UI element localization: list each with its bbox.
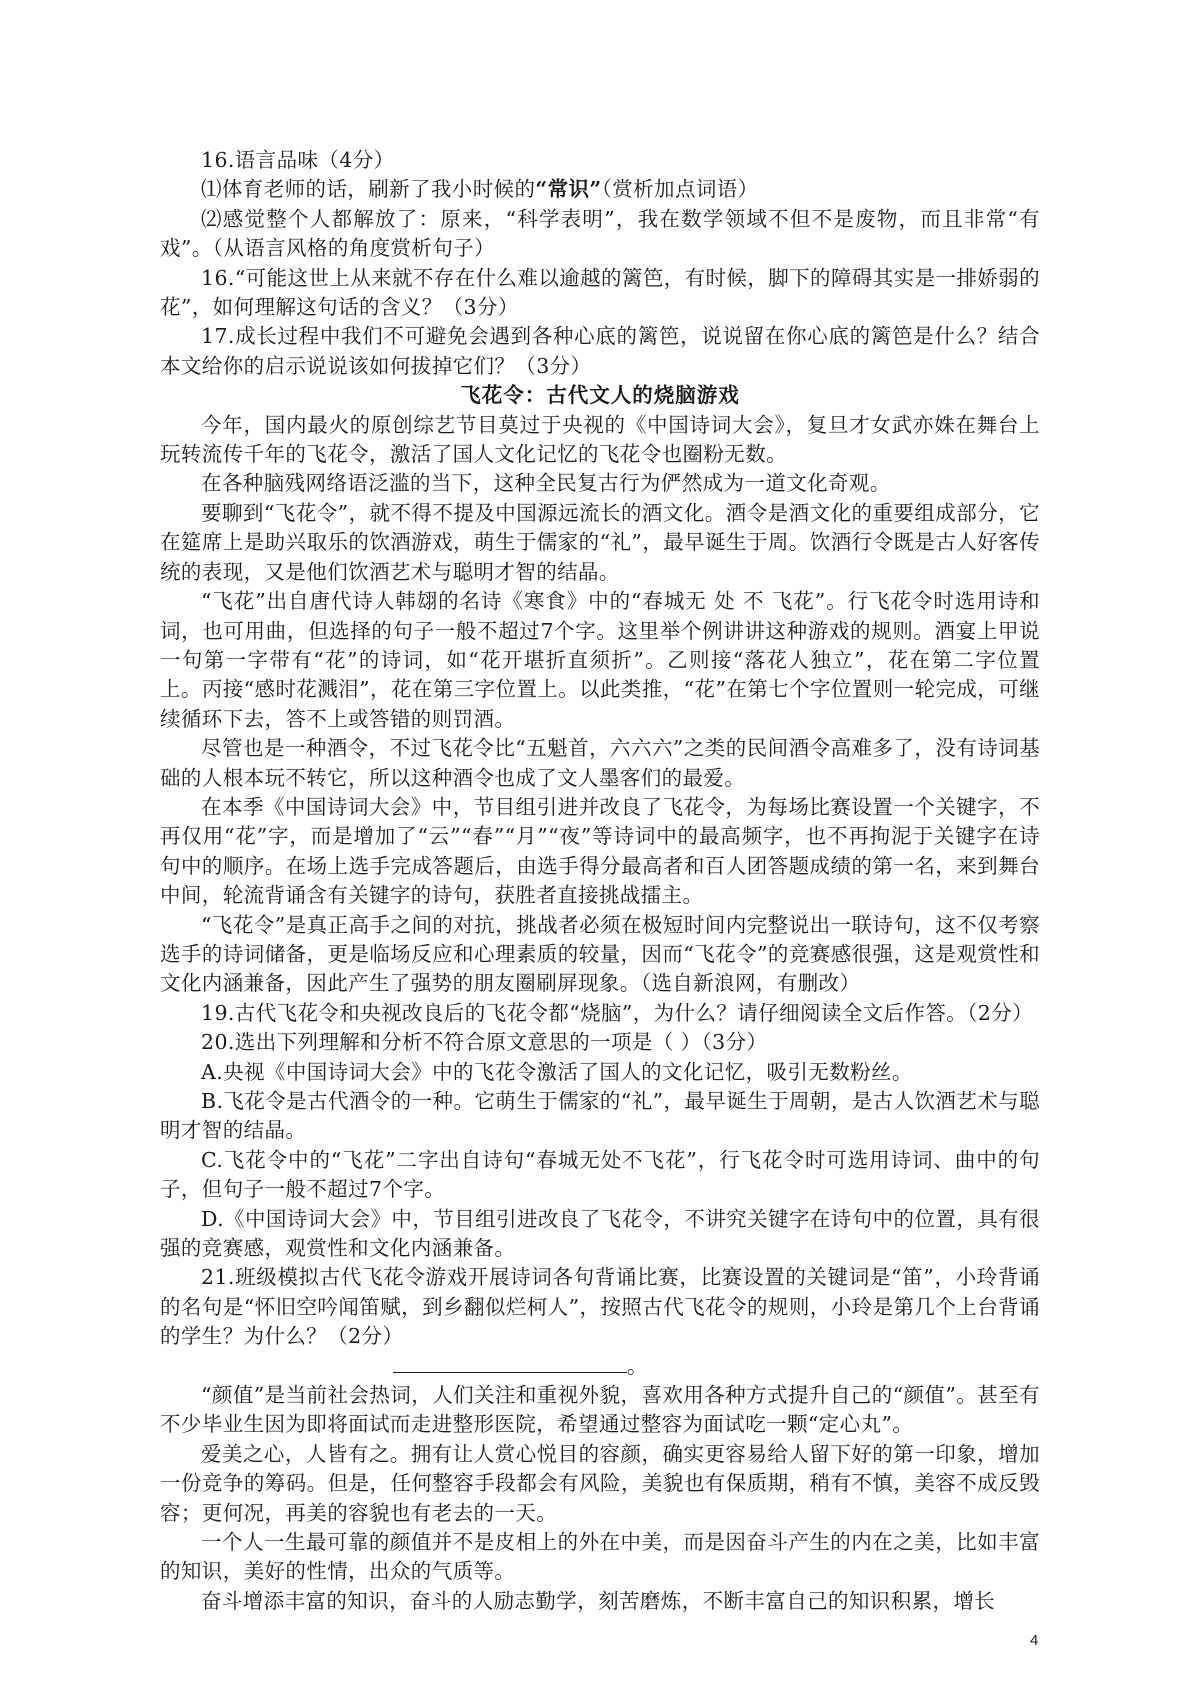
article-paragraph: 在各种脑残网络语泛滥的当下，这种全民复古行为俨然成为一道文化奇观。 — [201, 471, 891, 496]
question-20-option-a: A.央视《中国诗词大会》中的飞花令激活了国人的文化记忆，吸引无数粉丝。 — [201, 1059, 913, 1084]
question-16-part-1-pre: ⑴体育老师的话，刷新了我小时候的 — [201, 177, 536, 202]
question-20-option-c: C.飞花令中的“飞花”二字出自诗句“春城无处不飞花”，行飞花令时可选用诗词、曲中的句子，但句子一般不超过7个字。 — [160, 1147, 1040, 1202]
answer-blank-suffix: 。 — [627, 1353, 648, 1378]
question-16-part-1 — [160, 175, 1040, 204]
article-paragraph: 要聊到“飞花令”，就不得不提及中国源远流长的酒文化。酒令是酒文化的重要组成部分，它在筵席上是助兴取乐的饮酒游戏，萌生于儒家的“礼”，最早诞生于周。饮酒行令既是古人好客传统的表现，又是他们饮酒艺术与聪明才智的结晶。 — [160, 500, 1040, 584]
article-paragraph: 尽管也是一种酒令，不过飞花令比“五魁首，六六六”之类的民间酒令高难多了，没有诗词基础的人根本玩不转它，所以这种酒令也成了文人墨客们的最爱。 — [160, 736, 1040, 790]
essay-paragraph: 爱美之心，人皆有之。拥有让人赏心悦目的容颜，确实更容易给人留下好的第一印象，增加一份竞争的筹码。但是，任何整容手段都会有风险，美貌也有保质期，稍有不慎，美容不成反毁容；更何况，再美的容貌也有老去的一天。 — [160, 1441, 1040, 1525]
question-20-stem: 20.选出下列理解和分析不符合原文意思的一项是（ ）（3分） — [201, 1030, 768, 1055]
question-16-stem: 16.语言品味（4分） — [201, 148, 395, 172]
question-20-option-b: B.飞花令是古代酒令的一种。它萌生于儒家的“礼”，最早诞生于周朝，是古人饮酒艺术与聪明才智的结晶。 — [160, 1089, 1040, 1143]
question-16-part-2: ⑵感觉整个人都解放了：原来，“科学表明”，我在数学领域不但不是废物，而且非常“有戏”。（从语言风格的角度赏析句子） — [160, 206, 1040, 261]
answer-blank-line — [160, 1352, 1040, 1381]
article-paragraph: “飞花”出自唐代诗人韩翃的名诗《寒食》中的“春城无 处 不 飞花”。行飞花令时选用诗和词，也可用曲，但选择的句子一般不超过7个字。这里举个例讲讲这种游戏的规则。酒宴上甲说一句第一字带有“花”的诗词，如“花开堪折直须折”。乙则接“落花人独立”，花在第二字位置上。丙接“感时花溅泪”，花在第三字位置上。以此类推，“花”在第七个字位置则一轮完成，可继续循环下去，答不上或答错的则罚酒。 — [160, 589, 1040, 731]
essay-paragraph: 一个人一生最可靠的颜值并不是皮相上的外在中美，而是因奋斗产生的内在之美，比如丰富的知识，美好的性情，出众的气质等。 — [160, 1530, 1040, 1584]
question-16b: 16.“可能这世上从来就不存在什么难以逾越的篱笆，有时候，脚下的障碍其实是一排娇弱的花”，如何理解这句话的含义？（3分） — [160, 265, 1040, 320]
page-content — [160, 146, 1040, 1616]
question-19: 19.古代飞花令和央视改良后的飞花令都“烧脑”，为什么？请仔细阅读全文后作答。（2分） — [201, 1000, 1034, 1025]
article-title: 飞花令：古代文人的烧脑游戏 — [460, 383, 740, 408]
page-number: 4 — [1030, 1632, 1039, 1649]
article-paragraph: 在本季《中国诗词大会》中，节目组引进并改良了飞花令，为每场比赛设置一个关键字，不再仅用“花”字，而是增加了“云”“春”“月”“夜”等诗词中的最高频字，也不再拘泥于关键字在诗句中的顺序。在场上选手完成答题后，由选手得分最高者和百人团答题成绩的第一名，来到舞台中间，轮流背诵含有关键字的诗句，获胜者直接挑战擂主。 — [160, 794, 1040, 908]
article-paragraph: “飞花令”是真正高手之间的对抗，挑战者必须在极短时间内完整说出一联诗句，这不仅考察选手的诗词储备，更是临场反应和心理素质的较量，因而“飞花令”的竞赛感很强，这是观赏性和文化内涵兼备，因此产生了强势的朋友圈刷屏现象。（选自新浪网，有删改） — [160, 912, 1040, 996]
essay-paragraph: 奋斗增添丰富的知识，奋斗的人励志勤学，刻苦磨炼，不断丰富自己的知识积累，增长 — [201, 1588, 996, 1613]
question-21: 21.班级模拟古代飞花令游戏开展诗词各句背诵比赛，比赛设置的关键词是“笛”，小玲背诵的名句是“怀旧空吟闻笛赋，到乡翻似烂柯人”，按照古代飞花令的规则，小玲是第几个上台背诵的学生？为什么？（2分） — [160, 1265, 1040, 1349]
question-17: 17.成长过程中我们不可避免会遇到各种心底的篱笆，说说留在你心底的篱笆是什么？结合本文给你的启示说说该如何拔掉它们？（3分） — [160, 324, 1040, 378]
question-16-part-1-post: （赏析加点词语） — [601, 177, 759, 202]
question-20-option-d: D.《中国诗词大会》中，节目组引进改良了飞花令，不讲究关键字在诗句中的位置，具有很强的竞赛感，观赏性和文化内涵兼备。 — [160, 1206, 1040, 1261]
essay-paragraph: “颜值”是当前社会热词，人们关注和重视外貌，喜欢用各种方式提升自己的“颜值”。甚至有不少毕业生因为即将面试而走进整形医院，希望通过整容为面试吃一颗“定心丸”。 — [160, 1383, 1040, 1437]
emphasized-term: “常识” — [535, 177, 602, 202]
article-paragraph: 今年，国内最火的原创综艺节目莫过于央视的《中国诗词大会》，复旦才女武亦姝在舞台上玩转流传千年的飞花令，激活了国人文化记忆的飞花令也圈粉无数。 — [160, 412, 1040, 467]
answer-blank[interactable] — [393, 1352, 627, 1373]
